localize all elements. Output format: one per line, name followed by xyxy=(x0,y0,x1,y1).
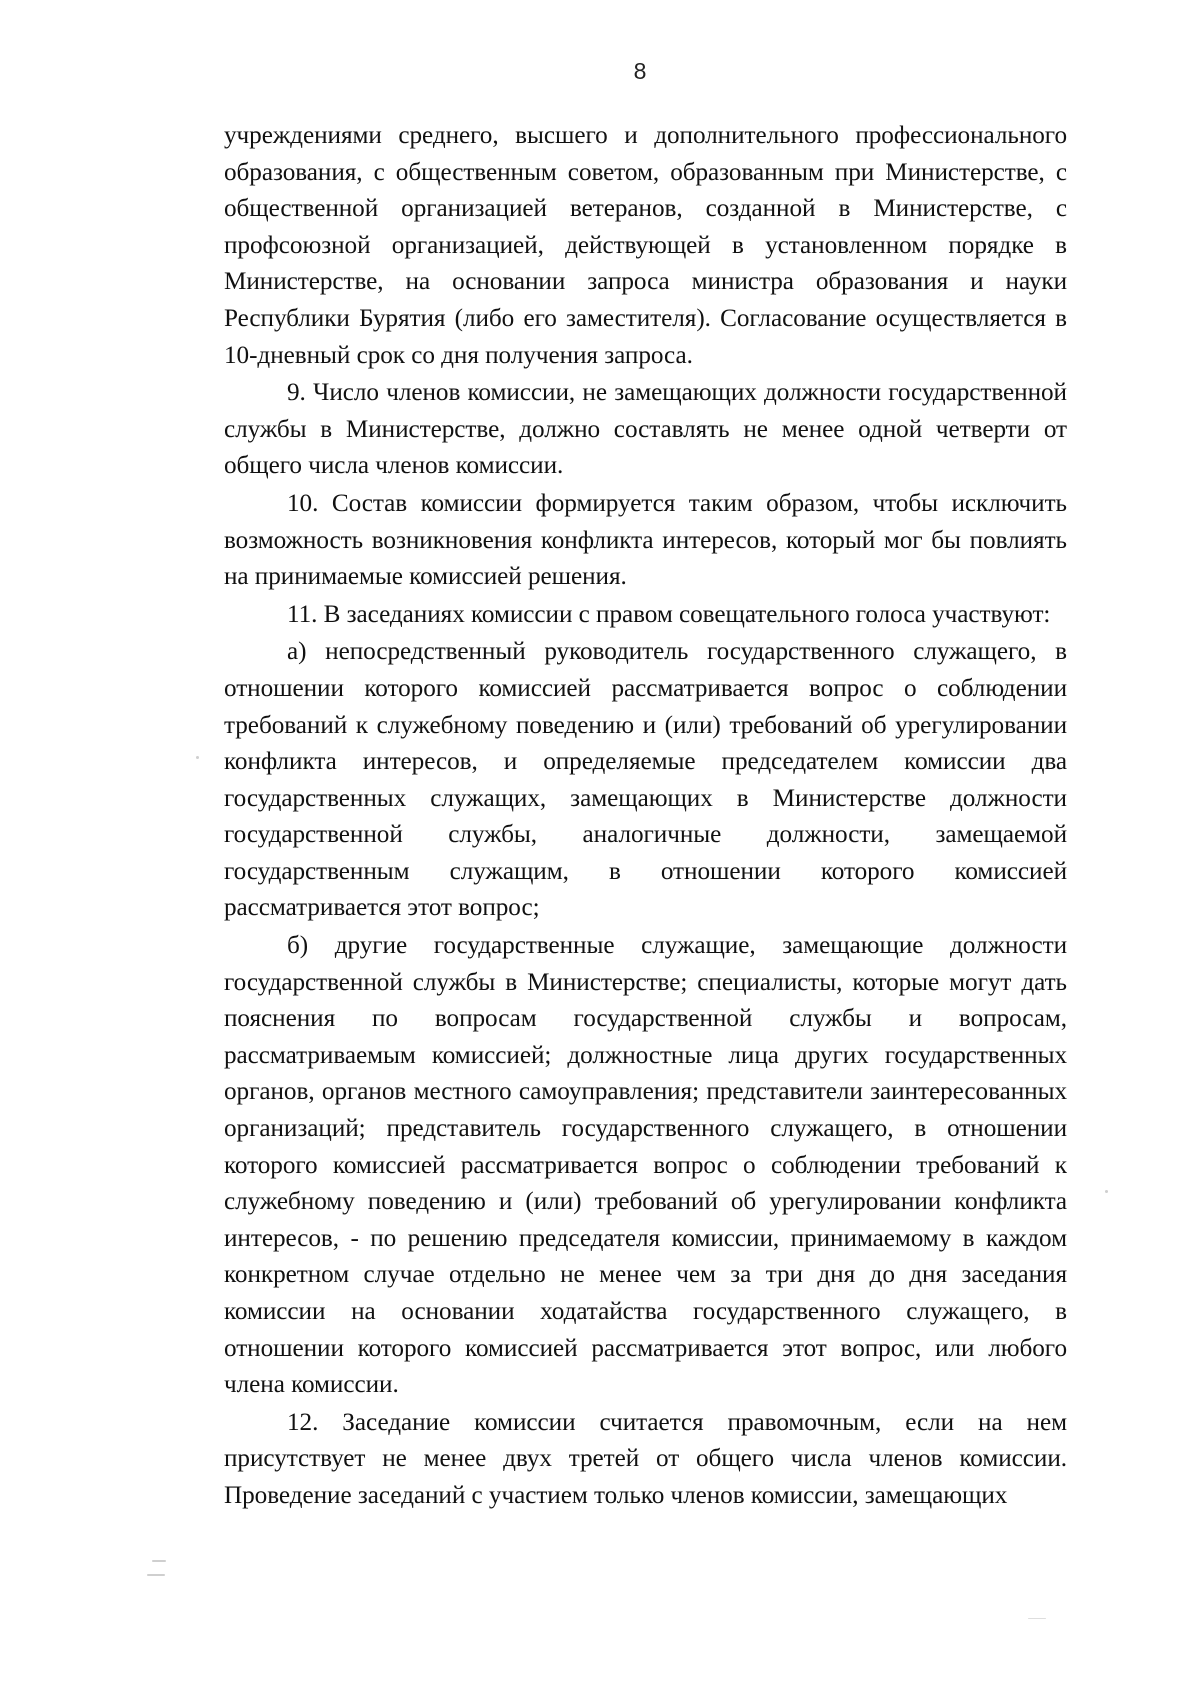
paragraph-continuation: учреждениями среднего, высшего и дополнительного профессионального образования, с общественным советом, образованным при Министерстве, с общественной организацией ветеранов, созданной в Министерстве, с профсоюзной организацией, действующей в установленном порядке в Министерстве, на основании запроса министра образования и науки Республики Бурятия (либо его заместителя). Согласование осуществляется в 10-дневный срок со дня получения запроса. xyxy=(224,122,1067,369)
page-number: 8 xyxy=(633,58,647,84)
paragraph-item-9: 9. Число членов комиссии, не замещающих должности государственной службы в Министерстве, должно составлять не менее одной четверти от общего числа членов комиссии. xyxy=(224,379,1067,480)
scan-dot xyxy=(1105,1190,1108,1193)
scan-dot xyxy=(196,756,199,759)
scan-artifact xyxy=(147,1574,165,1576)
scan-artifact xyxy=(152,1560,166,1562)
paragraph-item-11: 11. В заседаниях комиссии с правом совещательного голоса участвуют: xyxy=(287,600,1051,628)
paragraph-subitem-b: б) другие государственные служащие, замещающие должности государственной службы в Министерстве; специалисты, которые могут дать пояснения по вопросам государственной службы и вопросам, рассматриваемым комиссией; должностные лица других государственных органов, органов местного самоуправления; представители заинтересованных организаций; представитель государственного служащего, в отношении которого комиссией рассматривается вопрос о соблюдении требований к служебному поведению и (или) требований об урегулировании конфликта интересов, - по решению председателя комиссии, принимаемому в каждом конкретном случае отдельно не менее чем за три дня до дня заседания комиссии на основании ходатайства государственного служащего, в отношении которого комиссией рассматривается этот вопрос, или любого члена комиссии. xyxy=(224,932,1067,1399)
paragraph-item-12: 12. Заседание комиссии считается правомочным, если на нем присутствует не менее двух третей от общего числа членов комиссии. Проведение заседаний с участием только членов комиссии, замещающих xyxy=(224,1408,1067,1509)
document-body xyxy=(224,118,1067,1515)
paragraph-item-10: 10. Состав комиссии формируется таким образом, чтобы исключить возможность возникновения конфликта интересов, который мог бы повлиять на принимаемые комиссией решения. xyxy=(224,489,1067,591)
scan-artifact xyxy=(1028,1618,1046,1619)
paragraph-subitem-a: а) непосредственный руководитель государственного служащего, в отношении которого комиссией рассматривается вопрос о соблюдении требований к служебному поведению и (или) требований об урегулировании конфликта интересов, и определяемые председателем комиссии два государственных служащих, замещающих в Министерстве должности государственной службы, аналогичные должности, замещаемой государственным служащим, в отношении которого комиссией рассматривается этот вопрос; xyxy=(224,638,1067,922)
